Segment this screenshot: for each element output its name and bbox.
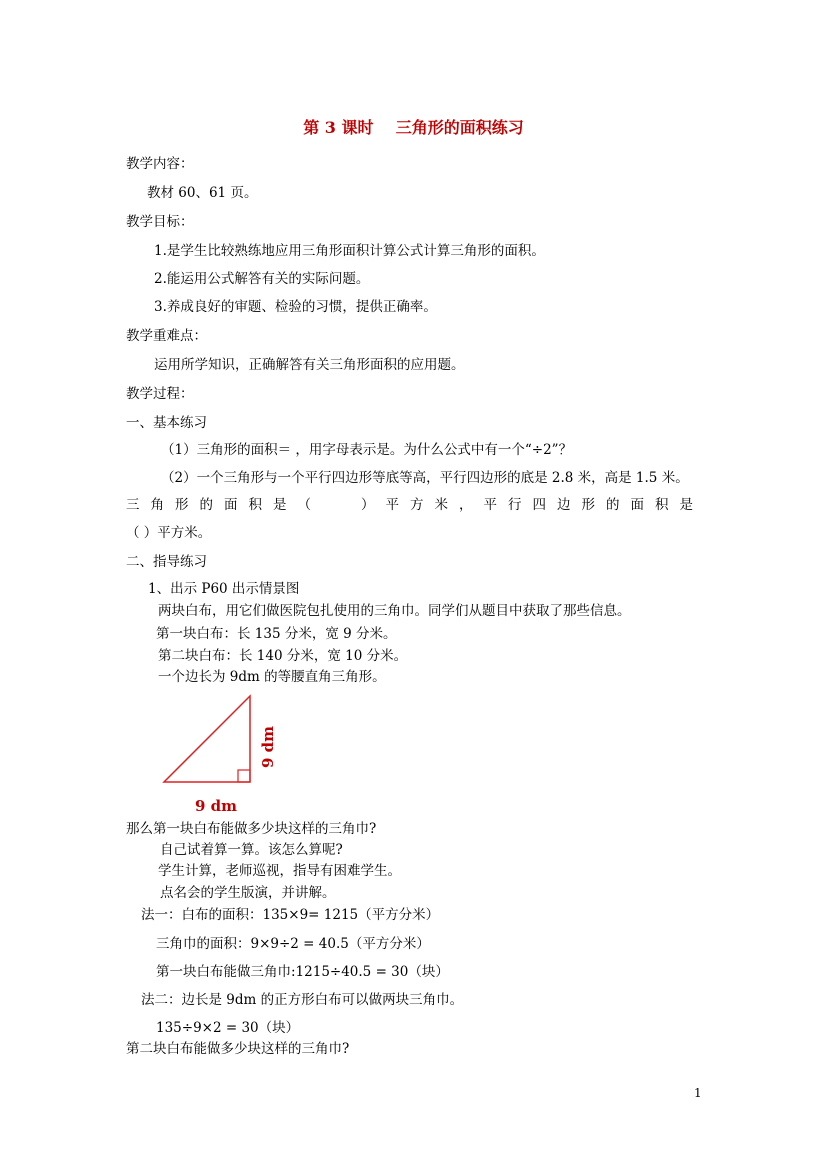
cloth-2-info: 第二块白布：长 140 分米，宽 10 分米。 (158, 648, 408, 664)
triangle-info: 一个边长为 9dm 的等腰直角三角形。 (158, 669, 386, 685)
question-2: 第二块白布能做多少块这样的三角巾? (126, 1041, 350, 1057)
height-dimension-label: 9 dm (259, 725, 277, 769)
prompt-try: 自己试着算一算。该怎么算呢? (160, 842, 343, 858)
section-heading-content: 教学内容： (126, 156, 194, 172)
page-number: 1 (694, 1086, 702, 1100)
goal-item-1: 1.是学生比较熟练地应用三角形面积计算公式计算三角形的面积。 (154, 243, 545, 259)
exercise-1: （1）三角形的面积＝ ，用字母表示是。为什么公式中有一个“÷2”？ (161, 442, 573, 458)
goal-item-2: 2.能运用公式解答有关的实际问题。 (154, 271, 370, 287)
key-points-text: 运用所学知识，正确解答有关三角形面积的应用题。 (154, 357, 465, 373)
board-demo-text: 点名会的学生版演，并讲解。 (160, 885, 336, 901)
section-heading-key-points: 教学重难点： (126, 328, 207, 344)
base-dimension-label: 9 dm (194, 797, 238, 815)
method-2-formula: 135÷9×2 = 30（块） (156, 1020, 300, 1036)
section-heading-process: 教学过程： (126, 386, 194, 402)
method-1-cloth-area: 法一：白布的面积：135×9= 1215（平方分米） (141, 907, 440, 923)
cloth-1-info: 第一块白布：长 135 分米，宽 9 分米。 (156, 626, 397, 642)
triangle-shape (164, 696, 250, 782)
goal-item-3: 3.养成良好的审题、检验的习惯，提供正确率。 (154, 299, 437, 315)
exercise-2-answer: （ ）平方米。 (126, 525, 212, 541)
guided-item-1: 1、出示 P60 出示情景图 (148, 581, 300, 597)
exercise-2-part-b: ）平方米，平行四边形的面积是 (361, 497, 704, 513)
part-heading-basic: 一、基本练习 (126, 415, 207, 431)
exercise-2: （2）一个三角形与一个平行四边形等底等高，平行四边形的底是 2.8 米，高是 1.5 米。 (161, 470, 689, 486)
section-heading-goals: 教学目标： (126, 214, 194, 230)
student-calc-text: 学生计算，老师巡视，指导有困难学生。 (158, 863, 401, 879)
right-angle-marker (238, 770, 250, 782)
exercise-2-continued (126, 496, 704, 514)
part-heading-guided: 二、指导练习 (126, 554, 207, 570)
method-2-text: 法二：边长是 9dm 的正方形白布可以做两块三角巾。 (141, 992, 464, 1008)
content-text: 教材 60、61 页。 (147, 185, 258, 201)
page-title: 第 3 课时 三角形的面积练习 (303, 118, 524, 137)
right-triangle-figure (150, 690, 290, 820)
scenario-text: 两块白布，用它们做医院包扎使用的三角巾。同学们从题目中获取了那些信息。 (158, 603, 631, 619)
method-1-triangle-area: 三角巾的面积：9×9÷2 = 40.5（平方分米） (156, 936, 430, 952)
question-1: 那么第一块白布能做多少块这样的三角巾? (126, 821, 377, 837)
exercise-2-part-a: 三角形的面积是（ (126, 497, 322, 513)
method-1-result: 第一块白布能做三角巾:1215÷40.5 = 30（块） (156, 964, 449, 980)
